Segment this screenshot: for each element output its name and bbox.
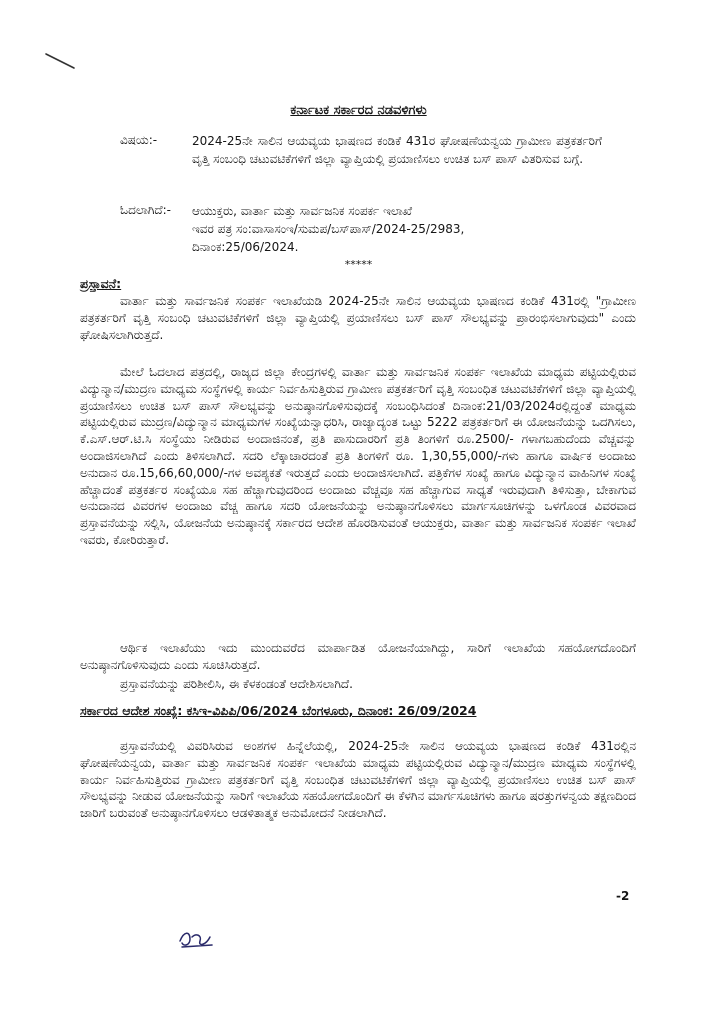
government-order-heading: ಸರ್ಕಾರದ ಆದೇಶ ಸಂಖ್ಯೆ: ಕಸಿಇ-ವಿಪಿಪಿ/06/2024 ಬೆಂಗಳೂರು, ದಿನಾಂಕ: 26/09/2024	[80, 703, 477, 718]
pen-stroke-mark	[44, 50, 76, 70]
reference-label: ಓದಲಾಗಿದೆ:-	[120, 203, 171, 217]
section-separator: *****	[344, 258, 373, 271]
preamble-paragraph-2: ಮೇಲೆ ಓದಲಾದ ಪತ್ರದಲ್ಲಿ, ರಾಜ್ಯದ ಜಿಲ್ಲಾ ಕೇಂದ್ರಗಳಲ್ಲಿ ವಾರ್ತಾ ಮತ್ತು ಸಾರ್ವಜನಿಕ ಸಂಪರ್ಕ ಇಲಾಖೆಯ ಮಾಧ್ಯಮ ಪಟ್ಟಿಯಲ್ಲಿರುವ ವಿದ್ಯುನ್ಮಾನ/ಮುದ್ರಣ ಮಾಧ್ಯಮ ಸಂಸ್ಥೆಗಳಲ್ಲಿ ಕಾರ್ಯ ನಿರ್ವಹಿಸುತ್ತಿರುವ ಗ್ರಾಮೀಣ ಪತ್ರಕರ್ತರಿಗೆ ವೃತ್ತಿ ಸಂಬಂಧಿತ ಚಟುವಟಿಕೆಗಳಿಗೆ ಜಿಲ್ಲಾ ವ್ಯಾಪ್ತಿಯಲ್ಲಿ ಪ್ರಯಾಣಿಸಲು ಉಚಿತ ಬಸ್ ಪಾಸ್ ಸೌಲಭ್ಯವನ್ನು ಅನುಷ್ಠಾನಗೊಳಿಸುವುದಕ್ಕೆ ಸಂಬಂಧಿಸಿದಂತೆ ದಿನಾಂಕ:21/03/2024ರಲ್ಲಿದ್ದಂತೆ ಮಾಧ್ಯಮ ಪಟ್ಟಿಯಲ್ಲಿರುವ ಮುದ್ರಣ/ವಿದ್ಯುನ್ಮಾನ ಮಾಧ್ಯಮಗಳ ಸಂಖ್ಯೆಯನ್ವಾಧರಿಸಿ, ರಾಜ್ಯಾದ್ಯಂತ ಒಟ್ಟು 5222 ಪತ್ರಕರ್ತರಿಗೆ ಈ ಯೋಜನೆಯನ್ನು ಒದಗಿಸಲು, ಕೆ.ಎಸ್.ಆರ್.ಟಿ.ಸಿ ಸಂಸ್ಥೆಯು ನೀಡಿರುವ ಅಂದಾಜಿನಂತೆ, ಪ್ರತಿ ಪಾಸುದಾರರಿಗೆ ಪ್ರತಿ ತಿಂಗಳಿಗೆ ರೂ.2500/- ಗಳಾಗಬಹುದೆಂದು ವೆಚ್ಚವನ್ನು ಅಂದಾಜಿಸಲಾಗಿದೆ ಎಂದು ತಿಳಿಸಲಾಗಿದೆ. ಸದರಿ ಲೆಕ್ಕಾಚಾರದಂತೆ ಪ್ರತಿ ತಿಂಗಳಿಗೆ ರೂ. 1,30,55,000/-ಗಳು ಹಾಗೂ ವಾರ್ಷಿಕ ಅಂದಾಜು ಅನುದಾನ ರೂ.15,66,60,000/-ಗಳ ಅವಶ್ಯಕತೆ ಇರುತ್ತದೆ ಎಂದು ಅಂದಾಜಿಸಲಾಗಿದೆ. ಪತ್ರಿಕೆಗಳ ಸಂಖ್ಯೆ ಹಾಗೂ ವಿದ್ಯುನ್ಮಾನ ವಾಹಿನಿಗಳ ಸಂಖ್ಯೆ ಹೆಚ್ಚಾದಂತೆ ಪತ್ರಕರ್ತರ ಸಂಖ್ಯೆಯೂ ಸಹ ಹೆಚ್ಚಾಗುವುದರಿಂದ ಅಂದಾಜು ವೆಚ್ಚವೂ ಸಹ ಹೆಚ್ಚಾಗುವ ಸಾಧ್ಯತೆ ಇರುವುದಾಗಿ ತಿಳಿಸುತ್ತಾ, ಬೇಕಾಗುವ ಅನುದಾನದ ವಿವರಗಳ ಅಂದಾಜು ವೆಚ್ಚ ಹಾಗೂ ಸದರಿ ಯೋಜನೆಯನ್ನು ಅನುಷ್ಠಾನಗೊಳಿಸಲು ಮಾರ್ಗಸೂಚಿಗಳನ್ನು ಒಳಗೊಂಡ ವಿವರವಾದ ಪ್ರಸ್ತಾವನೆಯನ್ನು ಸಲ್ಲಿಸಿ, ಯೋಜನೆಯ ಅನುಷ್ಠಾನಕ್ಕೆ ಸರ್ಕಾರದ ಆದೇಶ ಹೊರಡಿಸುವಂತೆ ಆಯುಕ್ತರು, ವಾರ್ತಾ ಮತ್ತು ಸಾರ್ವಜನಿಕ ಸಂಪರ್ಕ ಇಲಾಖೆ ಇವರು, ಕೋರಿರುತ್ತಾರೆ.	[80, 365, 636, 547]
subject-text: 2024-25ನೇ ಸಾಲಿನ ಆಯವ್ಯಯ ಭಾಷಣದ ಕಂಡಿಕೆ 431ರ ಘೋಷಣೆಯನ್ವಯ ಗ್ರಾಮೀಣ ಪತ್ರಕರ್ತರಿಗೆ ವೃತ್ತಿ ಸಂಬಂಧಿ ಚಟುವಟಿಕೆಗಳಿಗೆ ಜಿಲ್ಲಾ ವ್ಯಾಪ್ತಿಯಲ್ಲಿ ಪ್ರಯಾಣಿಸಲು ಉಚಿತ ಬಸ್ ಪಾಸ್ ವಿತರಿಸುವ ಬಗ್ಗೆ.	[192, 134, 602, 166]
reference-line-3: ದಿನಾಂಕ:25/06/2024.	[192, 240, 299, 254]
preamble-paragraph-4: ಪ್ರಸ್ತಾವನೆಯನ್ನು ಪರಿಶೀಲಿಸಿ, ಈ ಕೆಳಕಂಡಂತೆ ಆದೇಶಿಸಲಾಗಿದೆ.	[120, 677, 353, 691]
document-title: ಕರ್ನಾಟಕ ಸರ್ಕಾರದ ನಡವಳಿಗಳು	[290, 103, 427, 118]
reference-line-2: ಇವರ ಪತ್ರ ಸಂ:ವಾಸಾಸಂಇ/ಸುಮಪ/ಬಸ್‌ಪಾಸ್/2024-25/2983,	[192, 222, 465, 236]
page-number: -2	[616, 889, 630, 903]
order-paragraph-1: ಪ್ರಸ್ತಾವನೆಯಲ್ಲಿ ವಿವರಿಸಿರುವ ಅಂಶಗಳ ಹಿನ್ನೆಲೆಯಲ್ಲಿ, 2024-25ನೇ ಸಾಲಿನ ಆಯವ್ಯಯ ಭಾಷಣದ ಕಂಡಿಕೆ 431ರಲ್ಲಿನ ಘೋಷಣೆಯನ್ವಯ, ವಾರ್ತಾ ಮತ್ತು ಸಾರ್ವಜನಿಕ ಸಂಪರ್ಕ ಇಲಾಖೆಯ ಮಾಧ್ಯಮ ಪಟ್ಟಿಯಲ್ಲಿರುವ ವಿದ್ಯುನ್ಮಾನ/ಮುದ್ರಣ ಮಾಧ್ಯಮ ಸಂಸ್ಥೆಗಳಲ್ಲಿ ಕಾರ್ಯ ನಿರ್ವಹಿಸುತ್ತಿರುವ ಗ್ರಾಮೀಣ ಪತ್ರಕರ್ತರಿಗೆ ವೃತ್ತಿ ಸಂಬಂಧಿತ ಚಟುವಟಿಕೆಗಳಿಗೆ ಜಿಲ್ಲಾ ವ್ಯಾಪ್ತಿಯಲ್ಲಿ ಪ್ರಯಾಣಿಸಲು ಉಚಿತ ಬಸ್ ಪಾಸ್ ಸೌಲಭ್ಯವನ್ನು ನೀಡುವ ಯೋಜನೆಯನ್ನು ಸಾರಿಗೆ ಇಲಾಖೆಯ ಸಹಯೋಗದೊಂದಿಗೆ ಈ ಕೆಳಗಿನ ಮಾರ್ಗಸೂಚಿಗಳು ಹಾಗೂ ಷರತ್ತುಗಳನ್ವಯ ತಕ್ಷಣದಿಂದ ಜಾರಿಗೆ ಬರುವಂತೆ ಅನುಷ್ಠಾನಗೊಳಿಸಲು ಆಡಳಿತಾತ್ಮಕ ಅನುಮೋದನೆ ನೀಡಲಾಗಿದೆ.	[80, 739, 636, 821]
handwritten-initials-mark	[176, 925, 218, 953]
preamble-paragraph-3: ಆರ್ಥಿಕ ಇಲಾಖೆಯು ಇದು ಮುಂದುವರೆದ ಮಾರ್ಪಾಡಿತ ಯೋಜನೆಯಾಗಿದ್ದು, ಸಾರಿಗೆ ಇಲಾಖೆಯ ಸಹಯೋಗದೊಂದಿಗೆ ಅನುಷ್ಠಾನಗೊಳಿಸುವುದು ಎಂದು ಸೂಚಿಸಿರುತ್ತದೆ.	[80, 641, 636, 672]
preamble-heading: ಪ್ರಸ್ತಾವನೆ:	[80, 276, 122, 291]
subject-label: ವಿಷಯ:-	[120, 133, 158, 147]
preamble-paragraph-1: ವಾರ್ತಾ ಮತ್ತು ಸಾರ್ವಜನಿಕ ಸಂಪರ್ಕ ಇಲಾಖೆಯಡಿ 2024-25ನೇ ಸಾಲಿನ ಆಯವ್ಯಯ ಭಾಷಣದ ಕಂಡಿಕೆ 431ರಲ್ಲಿ "ಗ್ರಾಮೀಣ ಪತ್ರಕರ್ತರಿಗೆ ವೃತ್ತಿ ಸಂಬಂಧಿ ಚಟುವಟಿಕೆಗಳಿಗೆ ಜಿಲ್ಲಾ ವ್ಯಾಪ್ತಿಯಲ್ಲಿ ಪ್ರಯಾಣಿಸಲು ಬಸ್ ಪಾಸ್ ಸೌಲಭ್ಯವನ್ನು ಪ್ರಾರಂಭಿಸಲಾಗುವುದು" ಎಂದು ಘೋಷಿಸಲಾಗಿರುತ್ತದೆ.	[80, 294, 636, 342]
reference-line-1: ಆಯುಕ್ತರು, ವಾರ್ತಾ ಮತ್ತು ಸಾರ್ವಜನಿಕ ಸಂಪರ್ಕ ಇಲಾಖೆ	[192, 204, 413, 218]
